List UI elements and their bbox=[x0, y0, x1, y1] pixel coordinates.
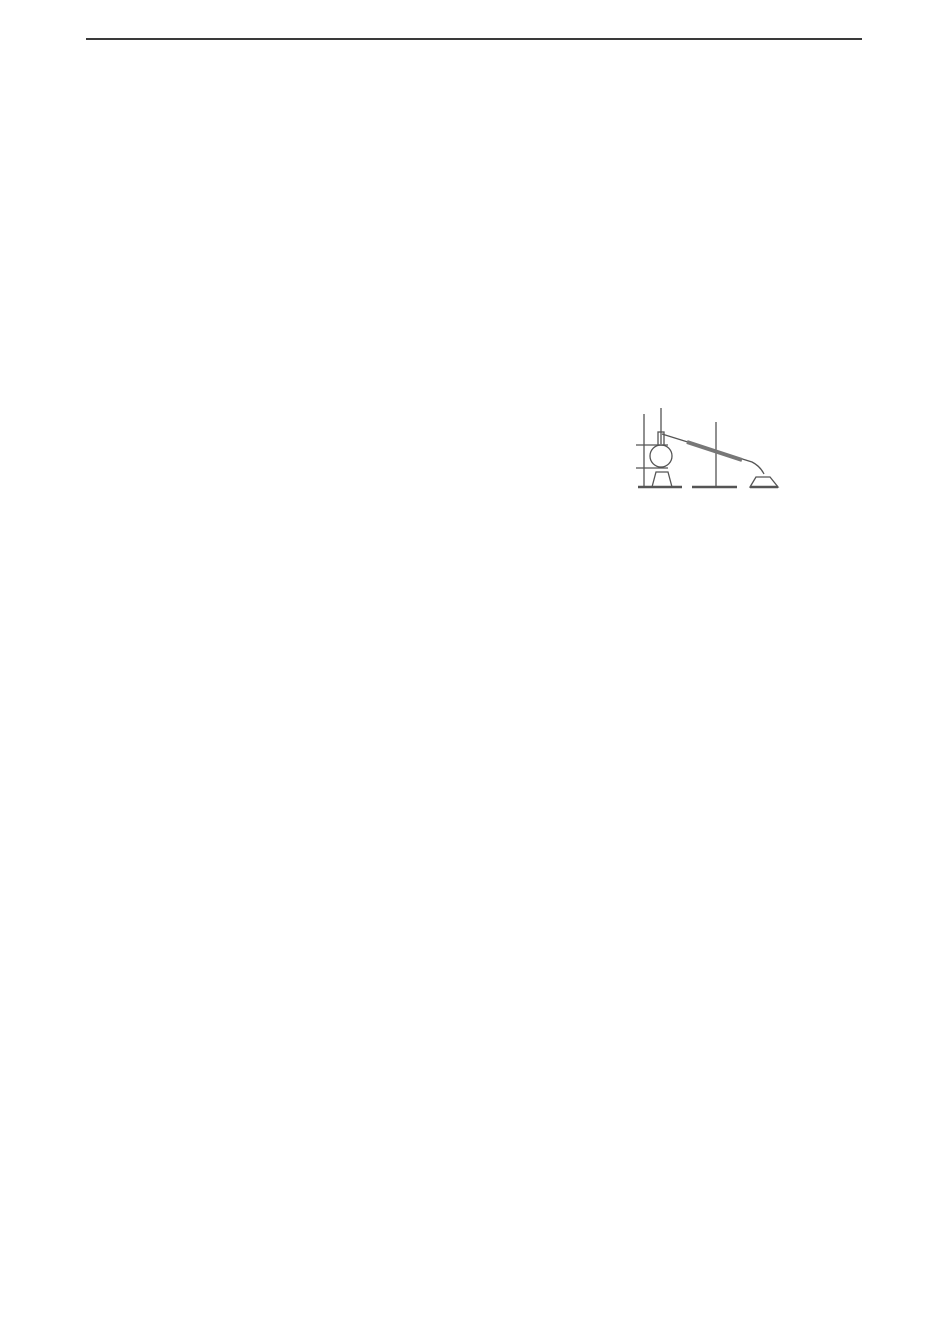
question-2-options bbox=[88, 362, 531, 382]
question-3-options-row-2 bbox=[88, 487, 200, 507]
header-rule bbox=[86, 38, 862, 40]
distillation-apparatus-figure bbox=[632, 402, 782, 492]
question-3-options-row-1 bbox=[88, 462, 200, 482]
question-4-options-row-1 bbox=[88, 636, 283, 656]
question-1-options bbox=[88, 262, 453, 282]
question-4-options-row-2 bbox=[88, 661, 274, 681]
